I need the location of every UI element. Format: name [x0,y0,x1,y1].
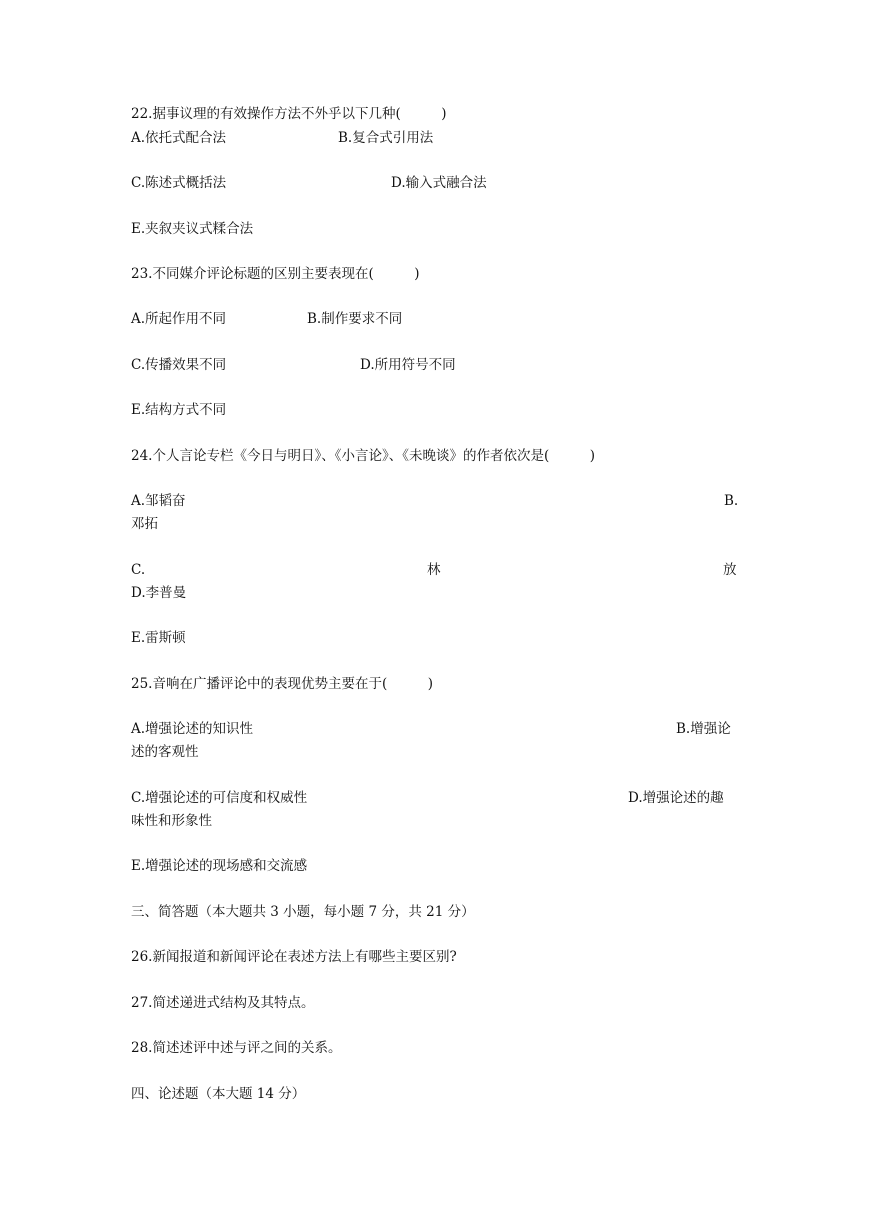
q25-option-b: B.增强论 [676,721,731,737]
q22-option-c: C.陈述式概括法 [131,175,227,191]
q25-option-e: E.增强论述的现场感和交流感 [131,858,308,874]
q25-option-d: D.增强论述的趣 [628,790,724,806]
q25-option-d-continued: 味性和形象性 [131,813,212,829]
section-3-heading: 三、简答题（本大题共 3 小题，每小题 7 分，共 21 分） [131,904,475,920]
q25-option-a: A.增强论述的知识性 [131,721,254,737]
q23-option-b: B.制作要求不同 [307,311,403,327]
q23-stem: 23.不同媒介评论标题的区别主要表现在( ) [131,266,420,282]
q26-stem: 26.新闻报道和新闻评论在表述方法上有哪些主要区别? [131,949,457,965]
q22-option-a: A.依托式配合法 [131,130,227,146]
q25-option-c: C.增强论述的可信度和权威性 [131,790,308,806]
q23-option-d: D.所用符号不同 [360,357,456,373]
q22-option-b: B.复合式引用法 [338,130,434,146]
q22-stem: 22.据事议理的有效操作方法不外乎以下几种( ) [131,106,447,122]
q25-stem: 25.音响在广播评论中的表现优势主要在于( ) [131,676,434,692]
q22-option-e: E.夹叙夹议式糅合法 [131,221,254,237]
q22-option-d: D.输入式融合法 [391,175,487,191]
q24-option-c-middle: 林 [427,562,441,578]
q23-option-c: C.传播效果不同 [131,357,227,373]
q24-option-b-continued: 邓拓 [131,516,158,532]
q24-option-a: A.邹韬奋 [131,493,186,509]
q24-stem: 24.个人言论专栏《今日与明日》、《小言论》、《未晚谈》的作者依次是( ) [131,448,596,464]
q24-option-c: C. [131,562,146,578]
q23-option-a: A.所起作用不同 [131,311,227,327]
q24-option-e: E.雷斯顿 [131,630,186,646]
q24-option-b: B. [724,493,739,509]
q24-option-d: D.李普曼 [131,585,187,601]
q27-stem: 27.简述递进式结构及其特点。 [131,995,315,1011]
q28-stem: 28.简述述评中述与评之间的关系。 [131,1040,342,1056]
q24-option-c-end: 放 [723,562,737,578]
q23-option-e: E.结构方式不同 [131,402,227,418]
q25-option-b-continued: 述的客观性 [131,744,199,760]
section-4-heading: 四、论述题（本大题 14 分） [131,1086,306,1102]
